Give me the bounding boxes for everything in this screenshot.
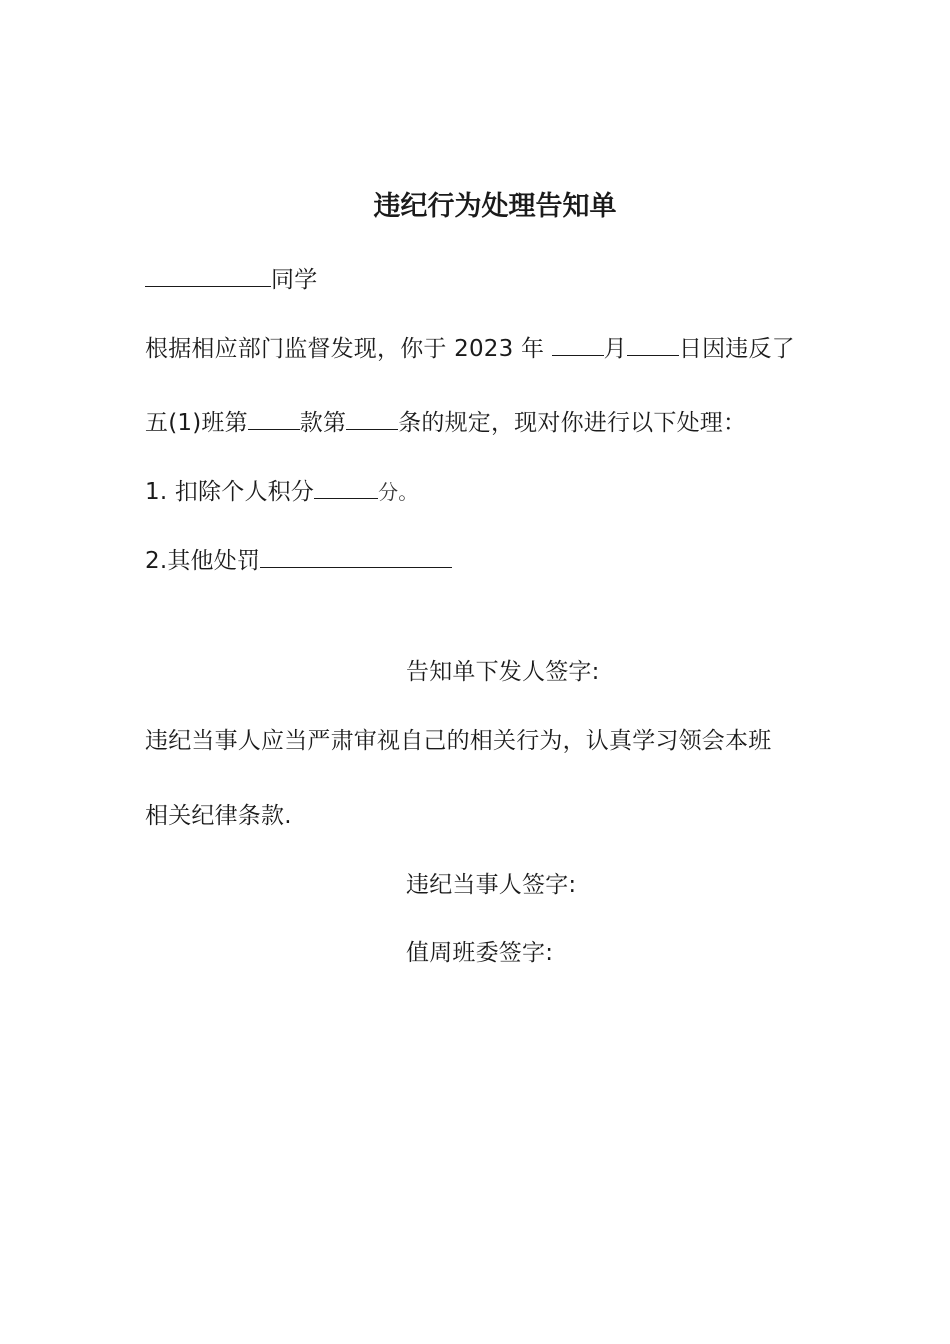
note-line-1: 违纪当事人应当严肃审视自己的相关行为，认真学习领会本班 xyxy=(145,728,772,754)
note-line-2: 相关纪律条款. xyxy=(145,803,292,829)
document-title: 违纪行为处理告知单 xyxy=(373,191,617,222)
item-1-unit: 分。 xyxy=(378,480,419,504)
paragraph-2-prefix: 五(1)班第 xyxy=(145,410,248,436)
paragraph-1 xyxy=(145,333,795,364)
item-1-text: 1. 扣除个人积分 xyxy=(145,479,315,505)
paragraph-2 xyxy=(145,407,746,438)
day-blank xyxy=(627,333,679,356)
item-2-text: 2.其他处罚 xyxy=(145,548,261,574)
article-blank xyxy=(346,407,398,430)
student-name-blank xyxy=(145,264,271,287)
item-1 xyxy=(145,476,418,507)
salutation-text: 同学 xyxy=(271,267,318,293)
other-penalty-blank xyxy=(260,545,452,568)
duty-signature: 值周班委签字: xyxy=(406,940,554,966)
item-2 xyxy=(145,545,452,576)
salutation-line xyxy=(145,264,317,295)
clause-blank xyxy=(248,407,300,430)
paragraph-1-prefix: 根据相应部门监督发现，你于 2023 年 xyxy=(145,336,545,362)
issuer-signature: 告知单下发人签字: xyxy=(406,659,600,685)
month-label: 月 xyxy=(603,336,627,362)
month-blank xyxy=(552,333,604,356)
paragraph-1-rest: 日因违反了 xyxy=(678,336,795,362)
paragraph-2-kuan: 款第 xyxy=(299,410,347,436)
points-blank xyxy=(314,476,378,499)
party-signature: 违纪当事人签字: xyxy=(406,872,577,898)
paragraph-2-rest: 条的规定，现对你进行以下处理： xyxy=(398,410,747,436)
